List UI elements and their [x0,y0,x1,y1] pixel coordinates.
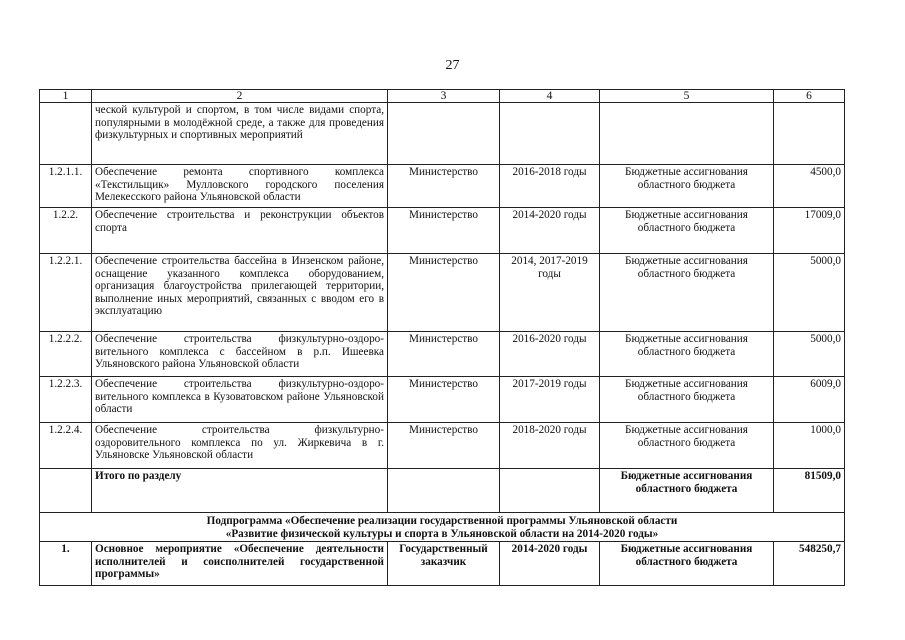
column-header: 1 [40,90,92,103]
column-header: 3 [388,90,500,103]
row-number: 1.2.2.1. [40,254,92,332]
table-row [40,165,845,208]
row-executor: Министерство [388,254,500,332]
row-funding-source: Бюджетные ассигнования областного бюджета [600,469,774,513]
subprogram-heading-line2: «Развитие физической культуры и спорта в Ульяновской области на 2014-2020 годы» [225,527,659,540]
row-funding-source: Бюджетные ассигнования областного бюджета [600,254,774,332]
total-label: Итого по разделу [92,469,388,513]
row-number: 1.2.2. [40,208,92,254]
row-number [40,469,92,513]
subprogram-heading-line1: Подпрограмма «Обеспечение реализации государственной программы Ульяновской области [206,515,678,528]
row-term: 2014-2020 годы [500,208,600,254]
program-measures-table [39,89,845,586]
table-row [40,103,845,165]
table-row [40,423,845,469]
row-funding-source [600,103,774,165]
row-number: 1.2.2.4. [40,423,92,469]
row-executor: Министерство [388,165,500,208]
row-executor: Министерство [388,332,500,377]
table-row [40,332,845,377]
row-funding-source: Бюджетные ассигнования областного бюджета [600,208,774,254]
row-term: 2016-2020 годы [500,332,600,377]
row-amount: 5000,0 [774,254,845,332]
column-header: 6 [774,90,845,103]
row-executor [388,469,500,513]
row-term: 2016-2018 годы [500,165,600,208]
column-header: 2 [92,90,388,103]
row-description: Обеспечение ремонта спортивного комплекса «Текстильщик» Мулловского городского поселения Мелекесского района Ульяновской области [92,165,388,208]
row-funding-source: Бюджетные ассигнования областного бюджета [600,332,774,377]
total-row [40,469,845,513]
subprogram-heading [40,513,845,542]
row-term [500,103,600,165]
row-term: 2014-2020 годы [500,542,600,586]
row-term: 2017-2019 годы [500,377,600,423]
row-executor [388,103,500,165]
row-amount: 17009,0 [774,208,845,254]
row-number [40,103,92,165]
row-description: Основное мероприятие «Обеспечение деятельности исполнителей и соисполнителей государственной программы» [92,542,388,586]
row-executor: Министерство [388,208,500,254]
column-header: 4 [500,90,600,103]
row-term: 2014, 2017-2019 годы [500,254,600,332]
row-description: ческой культурой и спортом, в том числе видами спорта, популярными в молодёжной среде, а также для проведения физкультурных и спортивных мероприятий [92,103,388,165]
row-amount: 6009,0 [774,377,845,423]
row-amount: 4500,0 [774,165,845,208]
row-description: Обеспечение строительства физкультурно-оздоровительного комплекса с бассейном в р.п. Ишеевка Ульяновского района Ульяновской области [92,332,388,377]
row-funding-source: Бюджетные ассигнования областного бюджета [600,423,774,469]
row-amount: 1000,0 [774,423,845,469]
row-description: Обеспечение строительства физкультурно-оздоровительного комплекса по ул. Жиркевича в г. Ульяновске Ульяновской области [92,423,388,469]
row-funding-source: Бюджетные ассигнования областного бюджета [600,165,774,208]
row-number: 1.2.2.3. [40,377,92,423]
row-description: Обеспечение строительства бассейна в Инзенском районе, оснащение указанного комплекса оборудованием, организация благоустройства прилегающей территории, выполнение иных мероприятий, связанных с вводом его в эксплуатацию [92,254,388,332]
row-amount: 5000,0 [774,332,845,377]
row-executor: Государственный заказчик [388,542,500,586]
page-number: 27 [445,58,460,73]
row-term: 2018-2020 годы [500,423,600,469]
row-executor: Министерство [388,423,500,469]
row-description: Обеспечение строительства физкультурно-оздоровительного комплекса в Кузоватовском районе Ульяновской области [92,377,388,423]
column-number-row [40,90,845,103]
row-funding-source: Бюджетные ассигнования областного бюджета [600,377,774,423]
row-funding-source: Бюджетные ассигнования областного бюджета [600,542,774,586]
main-measure-row [40,542,845,586]
row-number: 1.2.2.2. [40,332,92,377]
row-amount [774,103,845,165]
total-amount: 81509,0 [774,469,845,513]
table-row [40,208,845,254]
row-description: Обеспечение строительства и реконструкции объектов спорта [92,208,388,254]
row-number: 1. [40,542,92,586]
row-number: 1.2.1.1. [40,165,92,208]
table-row [40,254,845,332]
row-executor: Министерство [388,377,500,423]
row-amount: 548250,7 [774,542,845,586]
table-row [40,377,845,423]
subprogram-heading-row [40,513,845,542]
column-header: 5 [600,90,774,103]
row-term [500,469,600,513]
